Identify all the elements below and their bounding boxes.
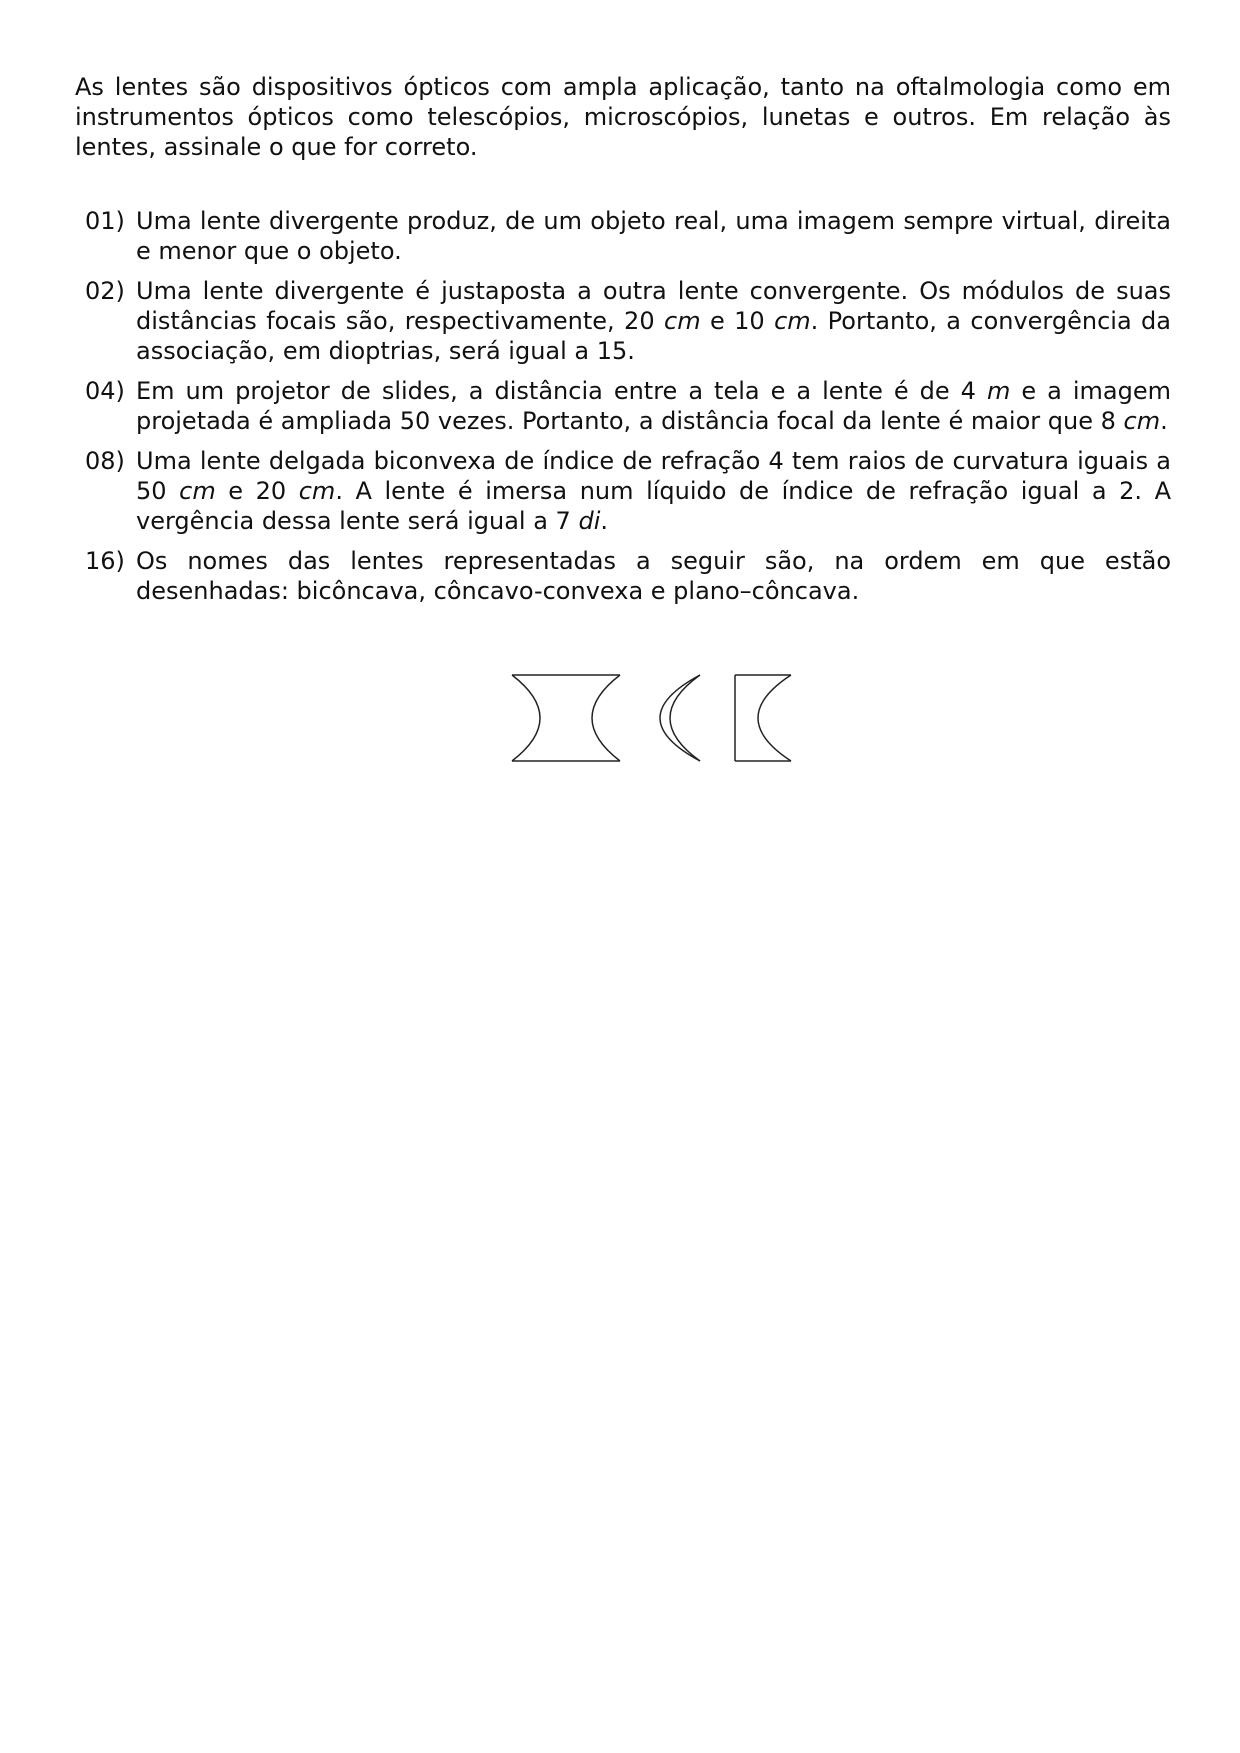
option-text-run: Os nomes das lentes representadas a seguir são, na ordem em que estão desenhadas: bicôncava, côncavo-convexa e plano–côncava. [136, 547, 1171, 605]
lens-figure [0, 0, 1240, 800]
biconcave-right-surface [592, 675, 620, 761]
option-number: 02) [85, 277, 125, 305]
meniscus-inner-surface [670, 675, 700, 761]
unit-symbol: m [986, 377, 1011, 405]
option-text-run: . A lente é imersa num líquido de índice de refração igual a 2. A vergência dessa lente será igual a 7 [136, 477, 1171, 535]
option-text-run: . Portanto, a convergência da associação, em dioptrias, será igual a 15. [136, 307, 1171, 365]
option-text-run: e a imagem projetada é ampliada 50 vezes. Portanto, a distância focal da lente é maior que 8 [136, 377, 1171, 435]
option-text-run: . [600, 507, 608, 535]
biconcave-left-surface [512, 675, 540, 761]
option-number: 01) [85, 207, 125, 235]
option-text-run: . [1160, 407, 1168, 435]
unit-symbol: cm [179, 477, 216, 505]
unit-symbol: cm [664, 307, 701, 335]
plano-concave-surface [758, 675, 791, 761]
concave-convex-lens [660, 675, 700, 761]
unit-symbol: cm [774, 307, 811, 335]
unit-symbol: cm [1123, 407, 1161, 435]
option-number: 04) [85, 377, 125, 405]
biconcave-lens [512, 675, 620, 761]
option-number: 16) [85, 547, 125, 575]
option-text-run: Uma lente divergente produz, de um objeto real, uma imagem sempre virtual, direita e menor que o objeto. [136, 207, 1171, 265]
question-intro: As lentes são dispositivos ópticos com ampla aplicação, tanto na oftalmologia como em instrumentos ópticos como telescópios, microscópios, lunetas e outros. Em relação às lentes, assinale o que for correto. [75, 73, 1171, 161]
meniscus-outer-surface [660, 675, 700, 761]
option-text-run: Uma lente divergente é justaposta a outra lente convergente. Os módulos de suas distâncias focais são, respectivamente, 20 [136, 277, 1171, 335]
option-number: 08) [85, 447, 125, 475]
lens-drawings [512, 675, 791, 761]
option-text-run: e 10 [700, 307, 775, 335]
unit-symbol: di [578, 507, 601, 535]
unit-symbol: cm [298, 477, 336, 505]
option-text-run: e 20 [215, 477, 299, 505]
plano-concave-lens [735, 675, 791, 761]
option-text-run: Uma lente delgada biconvexa de índice de refração 4 tem raios de curvatura iguais a 50 [136, 447, 1171, 505]
option-text-run: Em um projetor de slides, a distância entre a tela e a lente é de 4 [136, 377, 987, 405]
